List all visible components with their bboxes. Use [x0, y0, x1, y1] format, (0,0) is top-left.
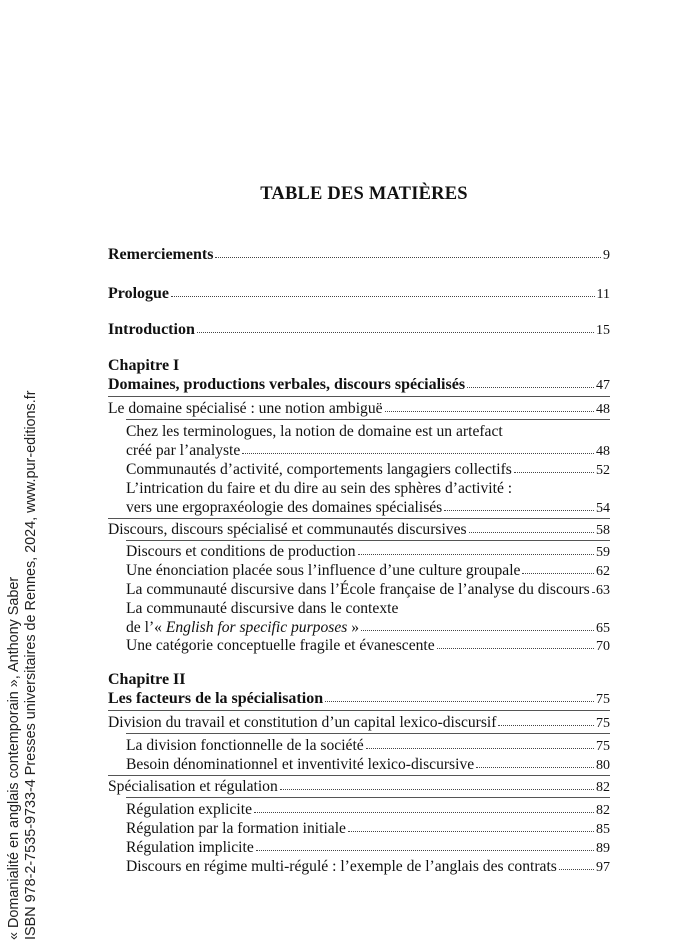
entry-label: Communautés d’activité, comportements langagiers collectifs: [126, 461, 512, 478]
entry-label: vers une ergopraxéologie des domaines spécialisés: [126, 499, 443, 516]
entry-label: Discours en régime multi-régulé : l’exemple de l’anglais des contrats: [126, 858, 557, 875]
entry-label: La division fonctionnelle de la société: [126, 737, 364, 754]
dot-leader: [476, 767, 594, 768]
subsection-regulation-implicite[interactable]: [126, 839, 610, 858]
subsection-intrication-line-1: L’intrication du faire et du dire au sein des sphères d’activité :: [126, 480, 513, 497]
subsection-culture-groupale[interactable]: [126, 562, 610, 581]
chapter-1-number: Chapitre I: [108, 357, 180, 374]
entry-label: Régulation implicite: [126, 839, 254, 856]
section-discours-specialise[interactable]: [108, 521, 610, 540]
entry-label-prefix: de l’«: [126, 619, 166, 636]
dot-leader: [254, 812, 594, 813]
dot-leader: [280, 789, 594, 790]
dot-leader: [385, 411, 594, 412]
subsection-besoin-denominationnel[interactable]: [126, 756, 610, 775]
entry-page: 54: [596, 501, 610, 516]
section-domaine-specialise[interactable]: [108, 400, 610, 419]
entry-page: 15: [596, 323, 610, 338]
dot-leader: [358, 554, 594, 555]
divider: [108, 518, 610, 519]
dot-leader: [522, 573, 594, 574]
entry-page: 52: [596, 463, 610, 478]
entry-page: 75: [596, 692, 610, 707]
dot-leader: [171, 296, 594, 297]
entry-label: Introduction: [108, 321, 195, 338]
dot-leader: [444, 510, 594, 511]
toc-entry-remerciements[interactable]: [108, 246, 610, 265]
entry-page: 80: [596, 758, 610, 773]
entry-label: Les facteurs de la spécialisation: [108, 690, 324, 707]
subsection-categorie-fragile[interactable]: [126, 637, 610, 656]
dot-leader: [361, 630, 594, 631]
dot-leader: [242, 453, 594, 454]
entry-label: La communauté discursive dans l’École française de l’analyse du discours: [126, 581, 590, 598]
entry-page: 75: [596, 739, 610, 754]
entry-page: 75: [596, 716, 610, 731]
entry-page: 9: [603, 248, 610, 263]
entry-label: créé par l’analyste: [126, 442, 241, 459]
dot-leader: [366, 748, 594, 749]
entry-page: 62: [596, 564, 610, 579]
dot-leader: [325, 701, 594, 702]
entry-label: Spécialisation et régulation: [108, 778, 278, 795]
dot-leader: [498, 725, 594, 726]
entry-label: Une énonciation placée sous l’influence d’une culture groupale: [126, 562, 521, 579]
subsection-esp-line-1: La communauté discursive dans le contexte: [126, 600, 399, 617]
dot-leader: [592, 592, 594, 593]
entry-label: Prologue: [108, 285, 170, 302]
entry-page: 48: [596, 402, 610, 417]
section-specialisation-regulation[interactable]: [108, 778, 610, 797]
entry-page: 48: [596, 444, 610, 459]
entry-label: Domaines, productions verbales, discours spécialisés: [108, 376, 466, 393]
entry-label: Discours et conditions de production: [126, 543, 356, 560]
side-note-line-1: « Domanialité en anglais contemporain », Anthony Saber: [6, 576, 22, 940]
entry-page: 82: [596, 780, 610, 795]
entry-page: 58: [596, 523, 610, 538]
chapter-2-title[interactable]: [108, 690, 610, 709]
dot-leader: [514, 472, 594, 473]
dot-leader: [559, 869, 594, 870]
subsection-division-fonctionnelle[interactable]: [126, 737, 610, 756]
divider: [126, 733, 610, 734]
dot-leader: [348, 831, 594, 832]
dot-leader: [215, 257, 601, 258]
toc-entry-prologue[interactable]: [108, 285, 610, 304]
side-note-line-2: ISBN 978-2-7535-9733-4 Presses universitaires de Rennes, 2024, www.pur-editions.fr: [23, 390, 39, 940]
dot-leader: [469, 532, 594, 533]
page-title: TABLE DES MATIÈRES: [260, 184, 468, 204]
dot-leader: [256, 850, 594, 851]
entry-label-italic: English for specific purposes: [165, 619, 348, 636]
entry-page: 47: [596, 378, 610, 393]
entry-label: Besoin dénominationnel et inventivité lexico-discursive: [126, 756, 475, 773]
entry-label: [126, 619, 359, 637]
rotated-side-note: [6, 390, 40, 940]
divider: [126, 540, 610, 541]
dot-leader: [437, 648, 594, 649]
entry-page: 82: [596, 803, 610, 818]
subsection-terminologues-line-1: Chez les terminologues, la notion de domaine est un artefact: [126, 423, 503, 440]
subsection-anglais-contrats[interactable]: [126, 858, 610, 877]
divider: [126, 419, 610, 420]
entry-page: 85: [596, 822, 610, 837]
entry-label: Régulation explicite: [126, 801, 253, 818]
entry-label: Division du travail et constitution d’un capital lexico-discursif: [108, 714, 497, 731]
subsection-esp[interactable]: [126, 619, 610, 638]
subsection-communautes-activite[interactable]: [126, 461, 610, 480]
subsection-regulation-formation[interactable]: [126, 820, 610, 839]
dot-leader: [467, 387, 594, 388]
entry-label: Régulation par la formation initiale: [126, 820, 346, 837]
divider: [108, 710, 610, 711]
entry-page: 70: [596, 639, 610, 654]
entry-page: 59: [596, 545, 610, 560]
subsection-terminologues[interactable]: [126, 442, 610, 461]
entry-page: 97: [596, 860, 610, 875]
toc-entry-introduction[interactable]: [108, 321, 610, 340]
entry-label: Discours, discours spécialisé et communautés discursives: [108, 521, 467, 538]
entry-label: Remerciements: [108, 246, 214, 263]
dot-leader: [197, 332, 594, 333]
subsection-intrication[interactable]: [126, 499, 610, 518]
divider: [126, 797, 610, 798]
entry-page: 11: [596, 287, 610, 302]
entry-label: Une catégorie conceptuelle fragile et évanescente: [126, 637, 435, 654]
subsection-regulation-explicite[interactable]: [126, 801, 610, 820]
subsection-ecole-francaise[interactable]: [126, 581, 610, 600]
chapter-2-number: Chapitre II: [108, 671, 186, 688]
chapter-1-title[interactable]: [108, 376, 610, 395]
entry-page: 65: [596, 621, 610, 636]
subsection-conditions-production[interactable]: [126, 543, 610, 562]
entry-page: 63: [596, 583, 610, 598]
divider: [108, 775, 610, 776]
entry-page: 89: [596, 841, 610, 856]
section-division-travail[interactable]: [108, 714, 610, 733]
divider: [108, 396, 610, 397]
entry-label: Le domaine spécialisé : une notion ambiguë: [108, 400, 383, 417]
entry-label-suffix: »: [347, 619, 360, 636]
